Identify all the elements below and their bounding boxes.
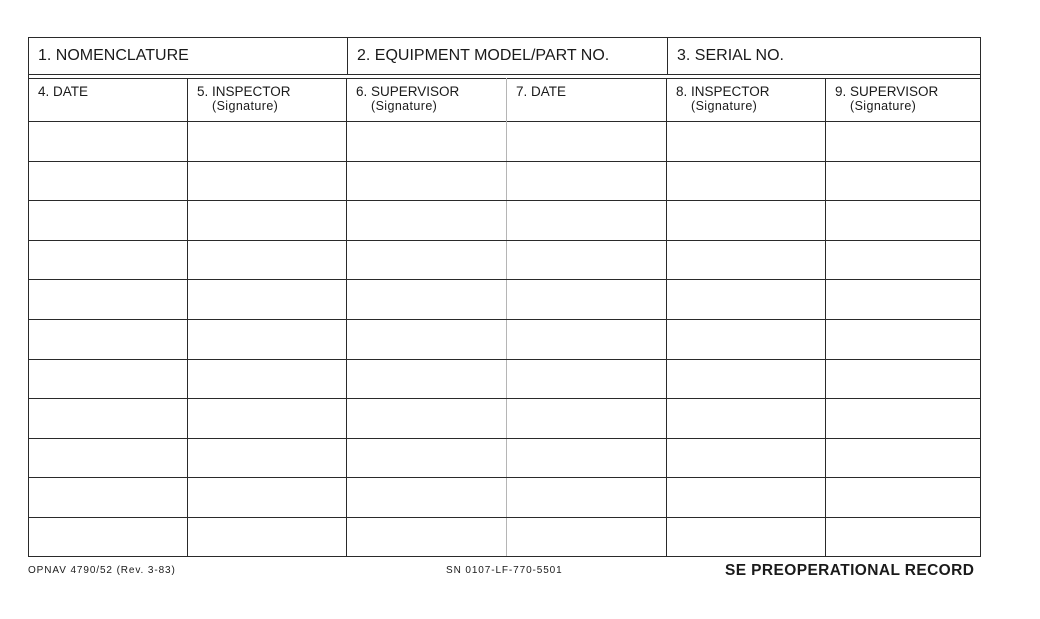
- table-row-divider: [29, 161, 980, 162]
- header-fields-row: [29, 38, 980, 75]
- table-row-divider: [29, 517, 980, 518]
- column-sublabel: (Signature): [212, 99, 279, 113]
- table-row-divider: [29, 200, 980, 201]
- equipment-model-part-field[interactable]: [347, 38, 667, 74]
- column-divider: [187, 78, 188, 556]
- serial-number-label: 3. SERIAL NO.: [677, 47, 784, 64]
- stock-number: SN 0107-LF-770-5501: [446, 565, 563, 576]
- column-header-supervisor-1: [347, 79, 506, 121]
- serial-number-field[interactable]: [667, 38, 980, 74]
- equipment-model-part-label: 2. EQUIPMENT MODEL/PART NO.: [357, 47, 610, 64]
- column-label: 5. INSPECTOR: [197, 84, 291, 99]
- preoperational-record-form: [28, 37, 981, 557]
- column-headers-row: [29, 78, 980, 122]
- table-row-divider: [29, 438, 980, 439]
- table-row-divider: [29, 477, 980, 478]
- column-sublabel: (Signature): [691, 99, 758, 113]
- column-divider: [346, 78, 347, 556]
- column-label: 6. SUPERVISOR: [356, 84, 460, 99]
- column-label: 8. INSPECTOR: [676, 84, 770, 99]
- table-row-divider: [29, 279, 980, 280]
- table-row-divider: [29, 359, 980, 360]
- column-header-inspector-1: [188, 79, 347, 121]
- column-header-date-2: [507, 79, 667, 121]
- nomenclature-field[interactable]: [29, 38, 347, 74]
- column-sublabel: (Signature): [371, 99, 438, 113]
- column-header-inspector-2: [667, 79, 826, 121]
- table-row-divider: [29, 240, 980, 241]
- column-label: 9. SUPERVISOR: [835, 84, 939, 99]
- column-label: 4. DATE: [38, 84, 89, 99]
- column-sublabel: (Signature): [850, 99, 917, 113]
- column-divider: [825, 78, 826, 556]
- column-divider: [506, 78, 507, 556]
- column-header-supervisor-2: [826, 79, 980, 121]
- form-title: SE PREOPERATIONAL RECORD: [725, 562, 975, 579]
- column-label: 7. DATE: [516, 84, 567, 99]
- table-row-divider: [29, 398, 980, 399]
- form-number: OPNAV 4790/52 (Rev. 3-83): [28, 565, 176, 576]
- column-divider: [666, 78, 667, 556]
- nomenclature-label: 1. NOMENCLATURE: [38, 47, 189, 64]
- column-header-date-1: [29, 79, 188, 121]
- table-row-divider: [29, 319, 980, 320]
